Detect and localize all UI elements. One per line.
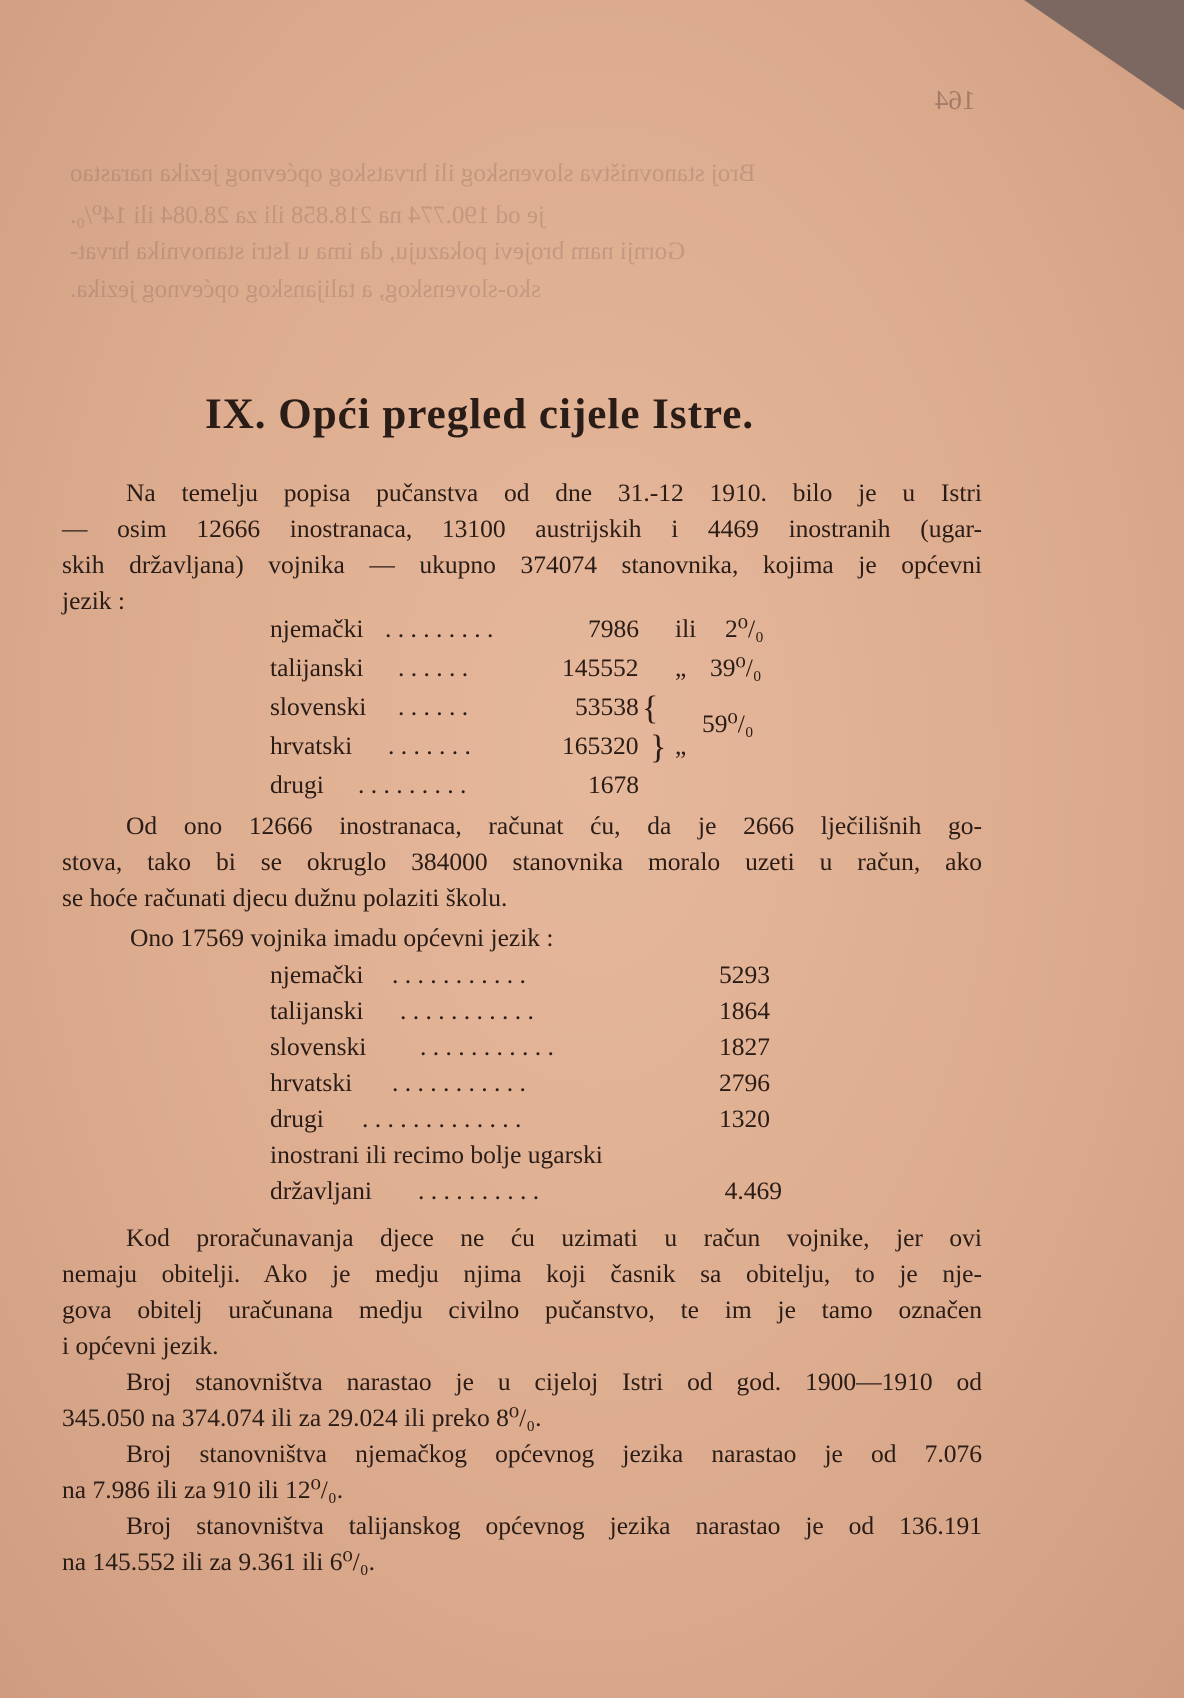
text-line: na 7.986 ili za 910 ili 12⁰/₀. bbox=[62, 1475, 344, 1504]
language-value: 1320 bbox=[719, 1104, 770, 1133]
language-name: inostrani ili recimo bolje ugarski bbox=[270, 1140, 603, 1169]
language-name: drugi bbox=[270, 770, 324, 799]
language-value: 7986 bbox=[588, 614, 639, 643]
table-row bbox=[270, 709, 790, 770]
bleed-through-text: Broj stanovništva slovenskog ili hrvatskog općevnog jezika narastao bbox=[70, 160, 756, 187]
dot-leader: . . . . . . . . . bbox=[358, 770, 467, 799]
table-row bbox=[270, 1104, 770, 1140]
page-corner-shadow bbox=[1024, 0, 1184, 110]
table-row bbox=[270, 1140, 770, 1176]
language-value: 165320 bbox=[562, 731, 639, 760]
language-value: 5293 bbox=[719, 960, 770, 989]
chapter-heading: IX. Opći pregled cijele Istre. bbox=[205, 391, 755, 438]
language-value: 145552 bbox=[562, 653, 639, 682]
text-line: nemaju obitelji. Ako je medju njima koji časnik sa obitelju, to je nje- bbox=[62, 1259, 982, 1288]
text-line: Kod proračunavanja djece ne ću uzimati u račun vojnike, jer ovi bbox=[126, 1223, 982, 1252]
text-line: Broj stanovništva talijanskog općevnog jezika narastao je od 136.191 bbox=[126, 1511, 982, 1540]
bleed-through-text: je od 190.774 na 218.858 ili za 28.084 ili 14⁰/₀. bbox=[70, 202, 545, 229]
dot-leader: . . . . . . . . . . . bbox=[420, 1032, 554, 1061]
dot-leader: . . . . . . bbox=[398, 653, 469, 682]
language-name: talijanski bbox=[270, 996, 364, 1025]
language-name: talijanski bbox=[270, 653, 364, 682]
bleed-through-text: Gornji nam brojevi pokazuju, da ima u Istri stanovnika hrvat- bbox=[70, 238, 686, 265]
text-line: jezik : bbox=[62, 586, 126, 615]
bleed-through-text: sko-slovenskog, a talijanskog općevnog jezika. bbox=[70, 276, 541, 303]
language-name: drugi bbox=[270, 1104, 324, 1133]
language-value: 4.469 bbox=[724, 1176, 782, 1205]
language-value: 1864 bbox=[719, 996, 770, 1025]
dot-leader: . . . . . . . . . . . bbox=[392, 1068, 526, 1097]
language-value: 1827 bbox=[719, 1032, 770, 1061]
text-line: se hoće računati djecu dužnu polaziti školu. bbox=[62, 883, 508, 912]
dot-leader: . . . . . . . . . . . . . bbox=[362, 1104, 522, 1133]
brace-glyph: } bbox=[650, 729, 667, 766]
text-line: — osim 12666 inostranaca, 13100 austrijskih i 4469 inostranih (ugar- bbox=[62, 514, 982, 543]
text-line: 345.050 na 374.074 ili za 29.024 ili preko 8⁰/₀. bbox=[62, 1403, 542, 1432]
dot-leader: . . . . . . . . . . bbox=[418, 1176, 540, 1205]
combined-percent: 59⁰/₀ bbox=[702, 709, 754, 738]
table-row bbox=[270, 653, 790, 692]
table-row bbox=[270, 1032, 770, 1068]
language-name: hrvatski bbox=[270, 1068, 353, 1097]
language-name: državljani bbox=[270, 1176, 372, 1205]
language-name: hrvatski bbox=[270, 731, 353, 760]
language-value: 53538 bbox=[575, 692, 639, 721]
language-name: njemački bbox=[270, 614, 364, 643]
dot-leader: . . . . . . bbox=[398, 692, 469, 721]
text-line: stova, tako bi se okruglo 384000 stanovnika moralo uzeti u račun, ako bbox=[62, 847, 982, 876]
separator: ili bbox=[675, 614, 697, 643]
paragraph-soldiers: Ono 17569 vojnika imadu općevni jezik : bbox=[130, 923, 554, 952]
text-line: Broj stanovništva narastao je u cijeloj Istri od god. 1900—1910 od bbox=[126, 1367, 982, 1396]
dot-leader: . . . . . . . . . . . bbox=[400, 996, 534, 1025]
table-row bbox=[270, 614, 790, 653]
table-row bbox=[270, 1176, 782, 1212]
table-row bbox=[270, 960, 770, 996]
page-number: 164 bbox=[935, 85, 976, 115]
text-line: gova obitelj uračunana medju civilno pučanstvo, te im je tamo označen bbox=[62, 1295, 982, 1324]
paragraph-census bbox=[62, 475, 982, 619]
table-row bbox=[270, 770, 790, 809]
text-line: Broj stanovništva njemačkog općevnog jezika narastao je od 7.076 bbox=[126, 1439, 982, 1468]
text-line: Na temelju popisa pučanstva od dne 31.-12 1910. bilo je u Istri bbox=[126, 478, 982, 507]
separator: „ bbox=[675, 653, 687, 682]
population-language-table bbox=[270, 614, 790, 809]
text-line: i općevni jezik. bbox=[62, 1331, 219, 1360]
language-percent: 2⁰/₀ bbox=[725, 614, 764, 643]
language-name: slovenski bbox=[270, 692, 367, 721]
language-name: njemački bbox=[270, 960, 364, 989]
separator: „ bbox=[675, 731, 687, 760]
paragraphs-growth bbox=[62, 1220, 982, 1580]
language-name: slovenski bbox=[270, 1032, 367, 1061]
dot-leader: . . . . . . . . . . . bbox=[392, 960, 526, 989]
text-line: Od ono 12666 inostranaca, računat ću, da je 2666 lječilišnih go- bbox=[126, 811, 982, 840]
text-line: skih državljana) vojnika — ukupno 374074 stanovnika, kojima je općevni bbox=[62, 550, 982, 579]
language-percent: 39⁰/₀ bbox=[710, 653, 762, 682]
dot-leader: . . . . . . . bbox=[388, 731, 471, 760]
language-value: 2796 bbox=[719, 1068, 770, 1097]
table-row bbox=[270, 1068, 770, 1104]
paragraph-foreigners bbox=[62, 808, 982, 916]
table-row bbox=[270, 996, 770, 1032]
language-value: 1678 bbox=[588, 770, 639, 799]
soldiers-language-table bbox=[270, 960, 782, 1212]
dot-leader: . . . . . . . . . bbox=[385, 614, 494, 643]
brace-glyph: { bbox=[642, 690, 659, 727]
text-line: na 145.552 ili za 9.361 ili 6⁰/₀. bbox=[62, 1547, 376, 1576]
